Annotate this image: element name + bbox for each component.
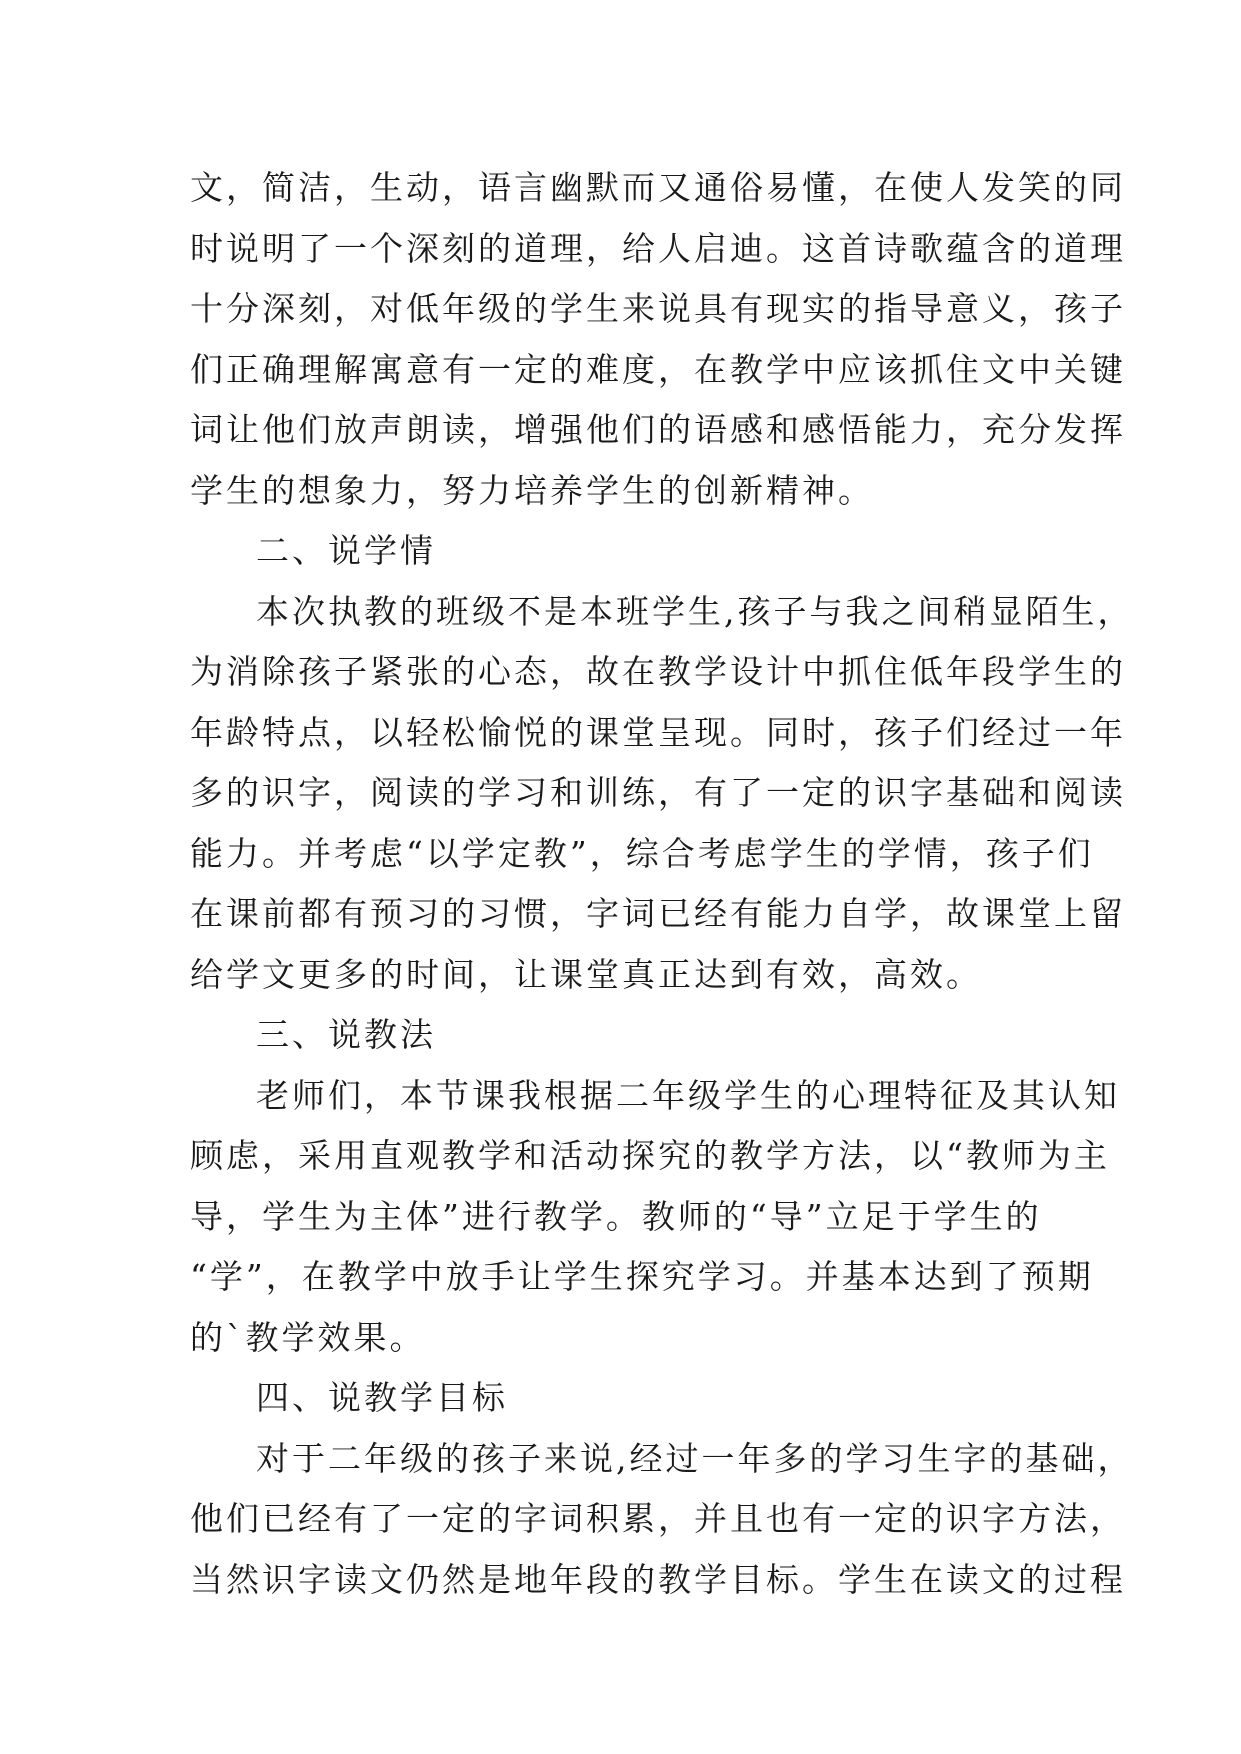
text-line: 的`教学效果。 xyxy=(190,1317,426,1357)
text-line: 能力。并考虑“以学定教”，综合考虑学生的学情，孩子们 xyxy=(190,833,1094,873)
paragraph-first-line: 对于二年级的孩子来说,经过一年多的学习生字的基础， xyxy=(256,1438,1134,1478)
text-line: 文，简洁，生动，语言幽默而又通俗易懂，在使人发笑的同 xyxy=(190,168,1126,207)
text-line: 年龄特点，以轻松愉悦的课堂呈现。同时，孩子们经过一年 xyxy=(190,712,1126,752)
text-line: “学”，在教学中放手让学生探究学习。并基本达到了预期 xyxy=(190,1257,1094,1296)
text-line: 在课前都有预习的习惯，字词已经有能力自学，故课堂上留 xyxy=(190,894,1126,933)
text-line: 学生的想象力，努力培养学生的创新精神。 xyxy=(190,470,874,510)
text-line: 词让他们放声朗读，增强他们的语感和感悟能力，充分发挥 xyxy=(190,410,1126,449)
paragraph-first-line: 本次执教的班级不是本班学生,孩子与我之间稍显陌生， xyxy=(256,591,1134,631)
text-line: 们正确理解寓意有一定的难度，在教学中应该抓住文中关键 xyxy=(190,349,1126,389)
text-line: 他们已经有了一定的字词积累，并且也有一定的识字方法， xyxy=(190,1499,1126,1538)
text-line: 导，学生为主体”进行教学。教师的“导”立足于学生的 xyxy=(190,1196,1042,1236)
text-line: 时说明了一个深刻的道理，给人启迪。这首诗歌蕴含的道理 xyxy=(190,228,1126,268)
text-line: 多的识字，阅读的学习和训练，有了一定的识字基础和阅读 xyxy=(190,773,1126,812)
text-line: 为消除孩子紧张的心态，故在教学设计中抓住低年段学生的 xyxy=(190,652,1126,691)
paragraph-first-line: 老师们，本节课我根据二年级学生的心理特征及其认知 xyxy=(256,1075,1120,1115)
text-line: 十分深刻，对低年级的学生来说具有现实的指导意义，孩子 xyxy=(190,289,1126,328)
section-heading: 四、说教学目标 xyxy=(256,1378,508,1417)
section-heading: 三、说教法 xyxy=(256,1015,436,1054)
text-line: 给学文更多的时间，让课堂真正达到有效，高效。 xyxy=(190,954,982,994)
text-line: 当然识字读文仍然是地年段的教学目标。学生在读文的过程 xyxy=(190,1559,1126,1599)
document-body xyxy=(190,158,1134,1610)
text-line: 顾虑，采用直观教学和活动探究的教学方法，以“教师为主 xyxy=(190,1136,1110,1175)
section-heading: 二、说学情 xyxy=(256,531,436,570)
